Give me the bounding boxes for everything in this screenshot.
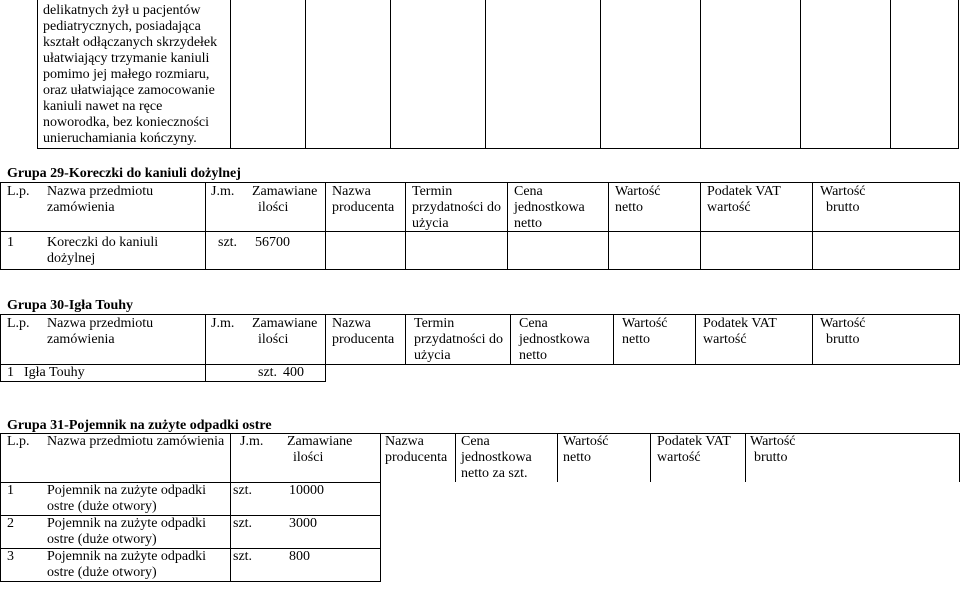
row-qty: 800 [289, 549, 310, 564]
header-term: użycia [412, 216, 449, 231]
header-producer: Nazwa [332, 316, 371, 331]
description-line: ułatwiający trzymanie kaniuli [43, 51, 210, 66]
header-lp: L.p. [7, 316, 30, 331]
row-qty: 10000 [289, 483, 324, 498]
row-name: ostre (duże otwory) [47, 499, 157, 514]
row-lp: 1 [7, 483, 14, 498]
header-term: Termin [412, 184, 453, 199]
description-line: unieruchamiania kończyny. [43, 131, 197, 146]
header-vat: wartość [657, 450, 701, 465]
group-title: Grupa 29-Koreczki do kaniuli dożylnej [7, 166, 241, 181]
header-producer: producenta [332, 200, 395, 215]
row-lp: 1 [7, 235, 14, 250]
row-name: Igła Touhy [24, 365, 85, 380]
header-name: Nazwa przedmiotu [47, 184, 154, 199]
header-lp: L.p. [7, 184, 30, 199]
row-jm: szt. [233, 483, 253, 498]
header-gross: brutto [754, 450, 788, 465]
header-gross: brutto [826, 332, 860, 347]
header-qty: Zamawiane [252, 184, 318, 199]
header-net: netto [615, 200, 643, 215]
row-name: dożylnej [47, 251, 96, 266]
row-lp: 1 [7, 365, 14, 380]
header-unit-price: netto [514, 216, 542, 231]
header-net: Wartość [615, 184, 661, 199]
header-gross: brutto [826, 200, 860, 215]
row-lp: 3 [7, 549, 14, 564]
header-qty: ilości [258, 200, 289, 215]
header-lp: L.p. [7, 434, 30, 449]
header-term: przydatności do [412, 200, 502, 215]
header-jm: J.m. [240, 434, 264, 449]
header-unit-price: jednostkowa [461, 450, 532, 465]
row-name: Pojemnik na zużyte odpadki [47, 483, 207, 498]
header-name: zamówienia [47, 200, 115, 215]
row-jm: szt. [258, 365, 278, 380]
row-name: ostre (duże otwory) [47, 532, 157, 547]
header-qty: ilości [293, 450, 324, 465]
header-vat: Podatek VAT [657, 434, 731, 449]
row-lp: 2 [7, 516, 14, 531]
header-unit-price: jednostkowa [514, 200, 585, 215]
header-name: Nazwa przedmiotu [47, 316, 154, 331]
header-unit-price: Cena [461, 434, 490, 449]
header-unit-price: Cena [519, 316, 548, 331]
header-net: Wartość [563, 434, 609, 449]
header-unit-price: Cena [514, 184, 543, 199]
row-jm: szt. [218, 235, 238, 250]
header-net: netto [563, 450, 591, 465]
header-vat: wartość [707, 200, 751, 215]
header-producer: Nazwa [332, 184, 371, 199]
header-jm: J.m. [211, 184, 235, 199]
header-producer: producenta [385, 450, 448, 465]
header-qty: Zamawiane [287, 434, 353, 449]
description-line: pediatrycznych, posiadająca [43, 19, 201, 34]
description-line: kaniuli nawet na ręce [43, 99, 163, 114]
header-unit-price: netto [519, 348, 547, 363]
header-vat: Podatek VAT [707, 184, 781, 199]
header-net: Wartość [622, 316, 668, 331]
header-unit-price: jednostkowa [519, 332, 590, 347]
row-name: ostre (duże otwory) [47, 565, 157, 580]
header-gross: Wartość [820, 184, 866, 199]
group-title: Grupa 30-Igła Touhy [7, 298, 134, 313]
header-net: netto [622, 332, 650, 347]
description-line: kształt odłączanych skrzydełek [43, 35, 218, 50]
description-line: oraz ułatwiające zamocowanie [43, 83, 215, 98]
header-term: przydatności do [414, 332, 504, 347]
row-name: Pojemnik na zużyte odpadki [47, 549, 207, 564]
description-line: delikatnych żył u pacjentów [43, 3, 201, 18]
row-name: Pojemnik na zużyte odpadki [47, 516, 207, 531]
header-term: Termin [414, 316, 455, 331]
header-qty: ilości [258, 332, 289, 347]
header-vat: Podatek VAT [703, 316, 777, 331]
header-producer: Nazwa [385, 434, 424, 449]
header-term: użycia [414, 348, 451, 363]
header-gross: Wartość [820, 316, 866, 331]
description-line: noworodka, bez konieczności [43, 115, 209, 130]
row-qty: 56700 [255, 235, 290, 250]
header-vat: wartość [703, 332, 747, 347]
group-title: Grupa 31-Pojemnik na zużyte odpadki ostre [7, 418, 272, 433]
row-name: Koreczki do kaniuli [47, 235, 159, 250]
description-line: pomimo jej małego rozmiaru, [43, 67, 210, 82]
header-unit-price: netto za szt. [461, 466, 528, 481]
header-producer: producenta [332, 332, 395, 347]
row-jm: szt. [233, 549, 253, 564]
header-qty: Zamawiane [252, 316, 318, 331]
header-name: Nazwa przedmiotu zamówienia [47, 434, 225, 449]
row-qty: 400 [283, 365, 304, 380]
row-jm: szt. [233, 516, 253, 531]
header-gross: Wartość [750, 434, 796, 449]
header-name: zamówienia [47, 332, 115, 347]
header-jm: J.m. [211, 316, 235, 331]
row-qty: 3000 [289, 516, 317, 531]
